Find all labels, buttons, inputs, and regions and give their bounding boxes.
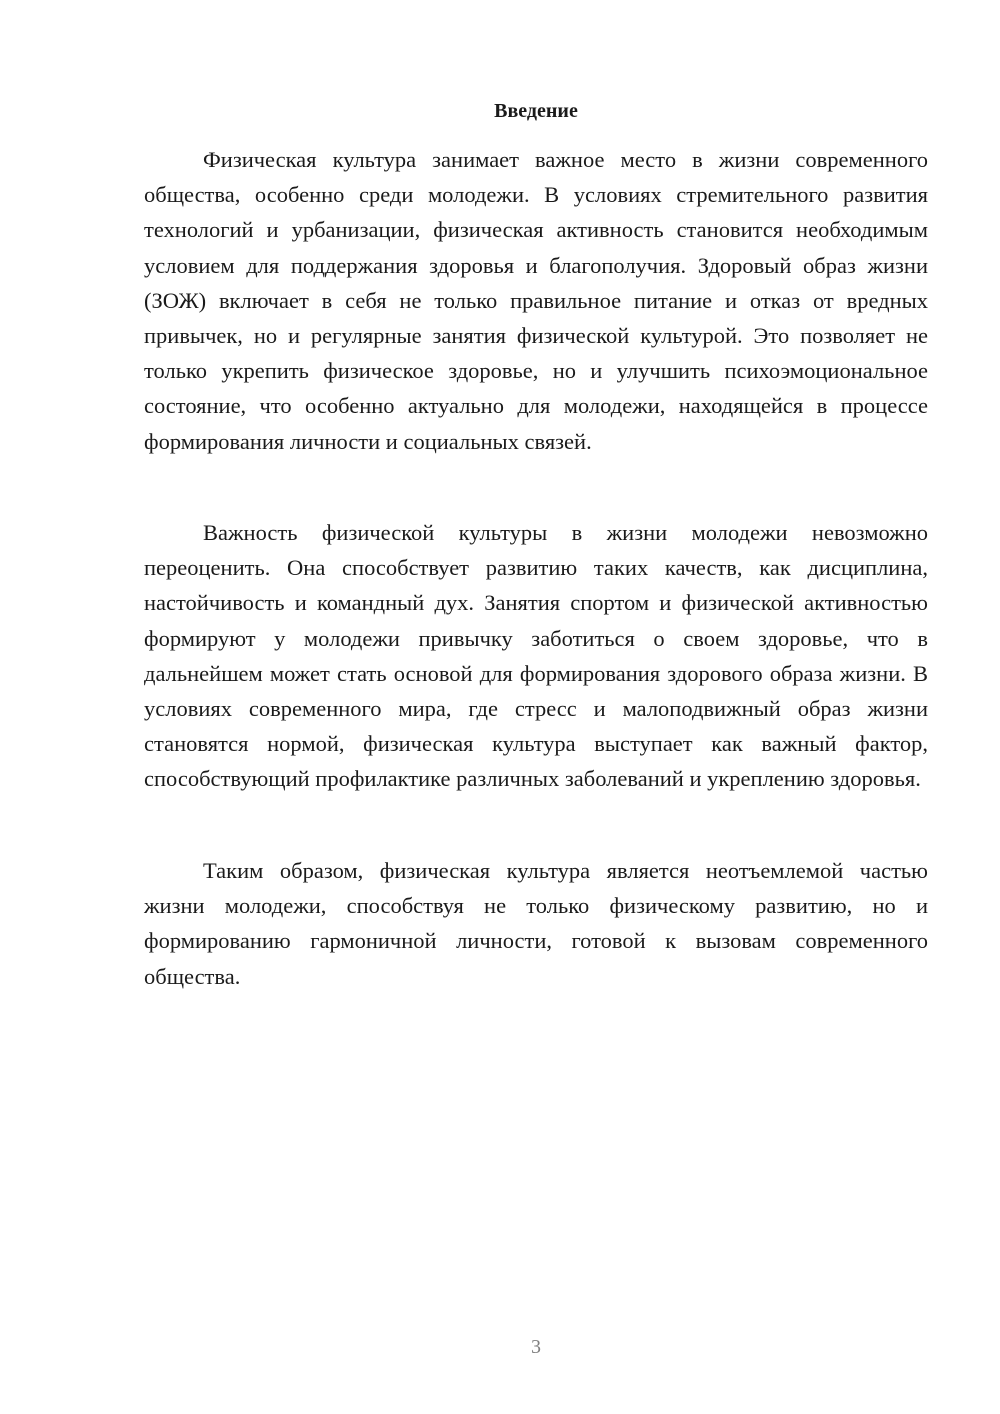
paragraph-3: Таким образом, физическая культура является неотъемлемой частью жизни молодежи, способствуя не только физическому развитию, но и формированию гармоничной личности, готовой к вызовам современного общества.: [144, 858, 928, 989]
paragraph-1: Физическая культура занимает важное место в жизни современного общества, особенно среди молодежи. В условиях стремительного развития технологий и урбанизации, физическая активность становится необходимым условием для поддержания здоровья и благополучия. Здоровый образ жизни (ЗОЖ) включает в себя не только правильное питание и отказ от вредных привычек, но и регулярные занятия физической культурой. Это позволяет не только укрепить физическое здоровье, но и улучшить психоэмоциональное состояние, что особенно актуально для молодежи, находящейся в процессе формирования личности и социальных связей.: [144, 147, 928, 454]
document-page: [144, 0, 928, 1414]
paragraph-2: Важность физической культуры в жизни молодежи невозможно переоценить. Она способствует развитию таких качеств, как дисциплина, настойчивость и командный дух. Занятия спортом и физической активностью формируют у молодежи привычку заботиться о своем здоровье, что в дальнейшем может стать основой для формирования здорового образа жизни. В условиях современного мира, где стресс и малоподвижный образ жизни становятся нормой, физическая культура выступает как важный фактор, способствующий профилактике различных заболеваний и укреплению здоровья.: [144, 520, 928, 792]
section-title: Введение: [494, 100, 578, 122]
page-number: 3: [531, 1336, 541, 1358]
